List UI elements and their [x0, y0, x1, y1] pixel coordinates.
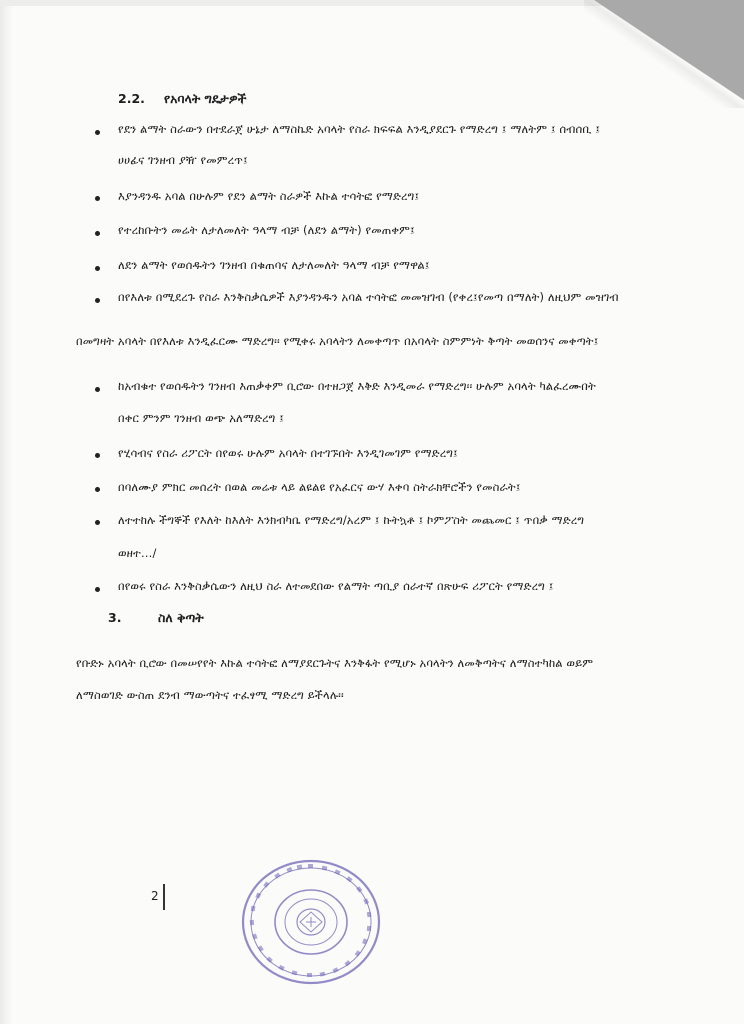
section-3-title: ስለ ቅጣት [158, 610, 204, 625]
list-item-1-line-2: ሀሀፊና ገንዘብ ያዥ የመምረጥ፤ [118, 153, 248, 167]
list-item-1-line-1: የደን ልማት ስራውን በተደራጀ ሁኔታ ለማስኬድ አባላት የስራ ክፍፍል እንዲያደርጉ የማድረግ ፤ ማለትም ፤ ሰብሰቢ ፤ [118, 122, 601, 136]
section-3-paragraph-line-2: ለማስወገድ ውስጠ ደንብ ማውጣትና ተፈፃሚ ማድረግ ይችላሉ፡፡ [76, 688, 344, 702]
bullet-marker [95, 587, 100, 592]
page-number: 2 [151, 889, 159, 903]
bullet-marker [95, 231, 100, 236]
bullet-marker [95, 387, 100, 392]
list-item-3: የተረከቡትን መሬት ለታለመለት ዓላማ ብቻ (ለደን ልማት) የመጠቀም፤ [118, 223, 415, 237]
section-3-paragraph-line-1: የቡድኑ አባላት ቢሮው በመሠየየት እኩል ተሳትፎ ለማያደርጉትና እንቅፋት የሚሆኑ አባላትን ለመቅጣትና ለማስተካከል ወይም [76, 656, 594, 670]
section-2-2-title: የአባላት ግዴታዎች [164, 91, 247, 106]
bullet-marker [95, 453, 100, 458]
bullet-marker [95, 130, 100, 135]
section-3-number: 3. [108, 610, 122, 625]
folded-corner [594, 0, 744, 100]
list-item-2: እያንዳንዱ አባል በሁሉም የደን ልማት ስራዎች እኩል ተሳትፎ የማድረግ፤ [118, 189, 420, 203]
list-item-10: በየወሩ የስራ እንቅስቃሴውን ለዚህ ስራ ለተመደበው የልማት ጣቢያ ሰራተኛ በጽሁፍ ሪፖርት የማድረግ ፤ [118, 579, 554, 593]
section-2-2-number: 2.2. [118, 91, 145, 106]
official-seal-stamp-icon [240, 858, 382, 986]
list-item-4: ለደን ልማት የወሰዱትን ገንዘብ በቁጠባና ለታለመለት ዓላማ ብቻ የማዋል፤ [118, 258, 430, 272]
page-left-edge [0, 0, 14, 1024]
list-item-9-line-1: ለተተከሉ ችግኞች የእለት ከእለት እንክብካቤ የማድረግ/አረም ፤ ኩትኳቶ ፤ ኮምፖስት መጨመር ፤ ጥበቃ ማድረግ [118, 513, 585, 527]
list-item-9-line-2: ወዘተ…/ [118, 546, 157, 560]
bullet-marker [95, 487, 100, 492]
list-item-8: በባለሙያ ምክር መሰረት በወል መሬቱ ላይ ልዩልዩ የአፈርና ውሃ እቀባ ስትራክቸሮችን የመስራት፤ [118, 480, 521, 494]
bullet-marker [95, 298, 100, 303]
bullet-marker [95, 266, 100, 271]
section-3-heading [108, 610, 204, 626]
list-item-5: በየእለቱ በሚደረጉ የስራ እንቅስቃሴዎች እያንዳንዱን አባል ተሳትፎ መመዝገብ (የቀረ፤የመጣ በማለት) ለዚህም መዝገብ [118, 290, 619, 304]
list-item-7: የሂሳብና የስራ ሪፖርት በየወሩ ሁሉም አባላት በተገኙበት እንዲገመገም የማድረግ፤ [118, 446, 458, 460]
continuation-paragraph: በመግዛት አባላት በየእለቱ እንዲፈርሙ ማድረግ፡፡ የሚቀሩ አባላትን ለመቀጣጥ በአባላት ስምምነት ቅጣት መወሰንና መቀጣት፤ [76, 334, 599, 348]
list-item-6-line-2: በቀር ምንም ገንዘብ ወጭ አለማድረግ ፤ [118, 411, 284, 425]
bullet-marker [95, 196, 100, 201]
bullet-marker [95, 520, 100, 525]
section-2-2-heading [118, 91, 246, 107]
page-number-divider [163, 884, 165, 910]
list-item-6-line-1: ከአብቁተ የወሰዱትን ገንዘብ እጠቃቀም ቢሮው በተዘጋጀ እቅድ እንዲመራ የማድረግ፡፡ ሁሉም አባላት ካልፈረሙበት [118, 379, 596, 393]
